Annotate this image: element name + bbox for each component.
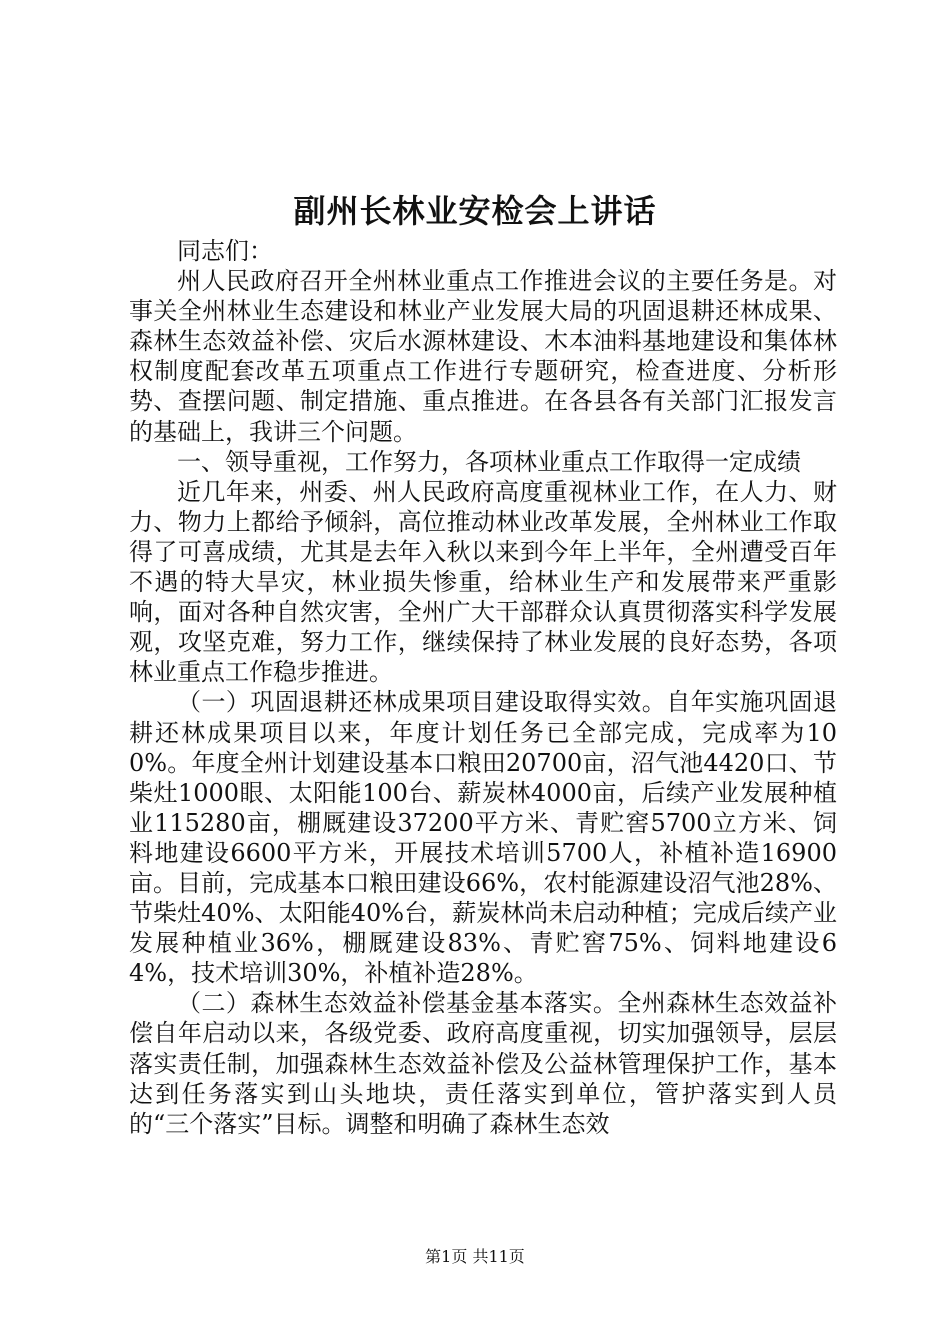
salutation: 同志们：	[177, 237, 273, 265]
document-title: 副州长林业安检会上讲话	[293, 192, 657, 230]
paragraph-item-2: （二）森林生态效益补偿基金基本落实。全州森林生态效益补偿自年启动以来，各级党委、政府高度重视，切实加强领导，层层落实责任制，加强森林生态效益补偿及公益林管理保护工作，基本达到任务落实到山头地块，责任落实到单位，管护落实到人员的“三个落实”目标。调整和明确了森林生态效	[129, 989, 837, 1138]
paragraph-intro: 州人民政府召开全州林业重点工作推进会议的主要任务是。对事关全州林业生态建设和林业产业发展大局的巩固退耕还林成果、森林生态效益补偿、灾后水源林建设、木本油料基地建设和集体林权制度配套改革五项重点工作进行专题研究，检查进度、分析形势、查摆问题、制定措施、重点推进。在各县各有关部门汇报发言的基础上，我讲三个问题。	[129, 267, 837, 446]
paragraph-item-1: （一）巩固退耕还林成果项目建设取得实效。自年实施巩固退耕还林成果项目以来，年度计划任务已全部完成，完成率为100%。年度全州计划建设基本口粮田20700亩，沼气池4420口、节柴灶1000眼、太阳能100台、薪炭林4000亩，后续产业发展种植业115280亩，棚厩建设37200平方米、青贮窖5700立方米、饲料地建设6600平方米，开展技术培训5700人，补植补造16900亩。目前，完成基本口粮田建设66%，农村能源建设沼气池28%、节柴灶40%、太阳能40%台，薪炭林尚未启动种植；完成后续产业发展种植业36%，棚厩建设83%、青贮窖75%、饲料地建设64%，技术培训30%，补植补造28%。	[129, 688, 837, 988]
document-body	[129, 236, 837, 1139]
section-heading-1: 一、领导重视，工作努力，各项林业重点工作取得一定成绩	[177, 447, 801, 476]
page-number-footer: 第1页 共11页	[425, 1247, 525, 1266]
paragraph-achievements: 近几年来，州委、州人民政府高度重视林业工作，在人力、财力、物力上都给予倾斜，高位推动林业改革发展，全州林业工作取得了可喜成绩，尤其是去年入秋以来到今年上半年，全州遭受百年不遇的特大旱灾，林业损失惨重，给林业生产和发展带来严重影响，面对各种自然灾害，全州广大干部群众认真贯彻落实科学发展观，攻坚克难，努力工作，继续保持了林业发展的良好态势，各项林业重点工作稳步推进。	[129, 477, 837, 687]
